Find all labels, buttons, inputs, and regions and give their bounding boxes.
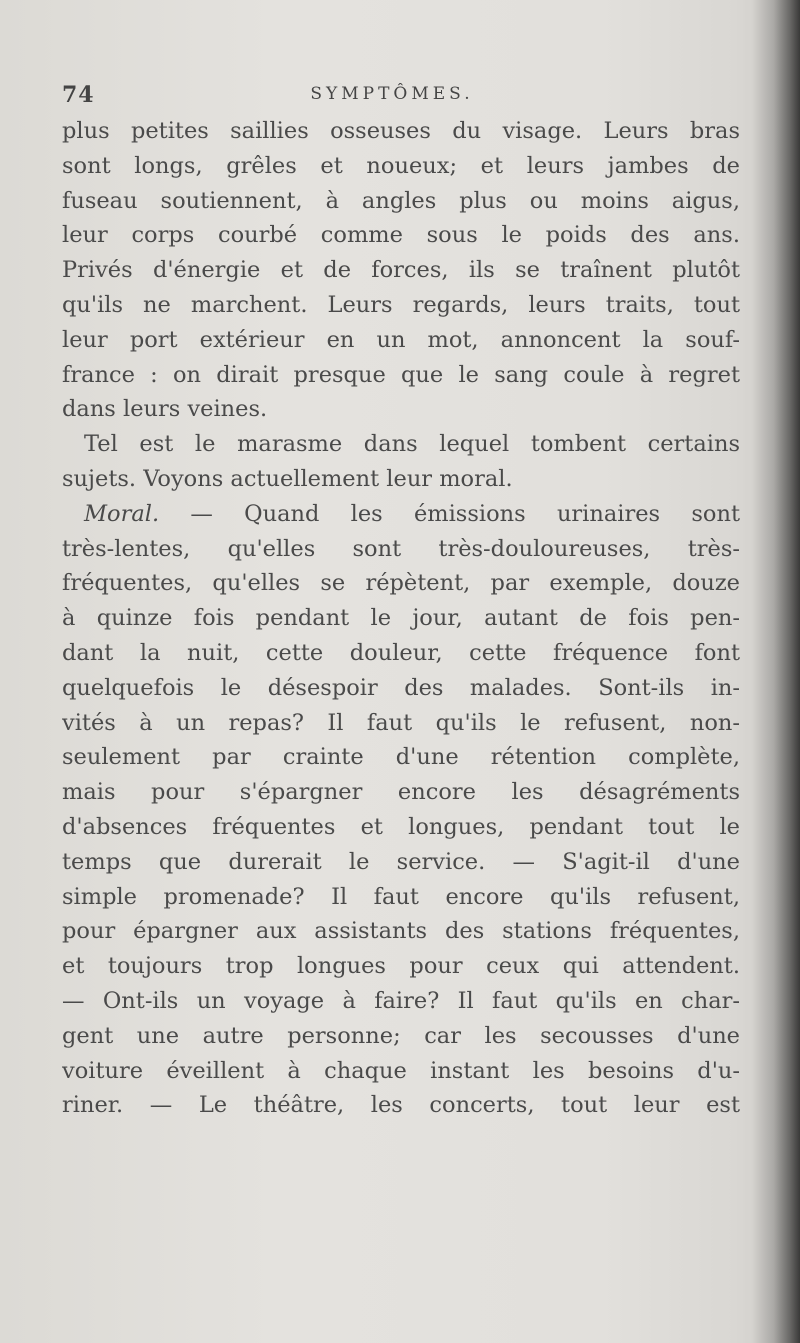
text-line: plus petites saillies osseuses du visage. Leurs bras xyxy=(62,118,740,144)
body-text xyxy=(62,114,740,1123)
text-line: voiture éveillent à chaque instant les besoins d'u- xyxy=(62,1057,740,1084)
text-line: dant la nuit, cette douleur, cette fréquence font xyxy=(62,639,740,666)
text-line: fréquentes, qu'elles se répètent, par exemple, douze xyxy=(62,570,740,597)
text-line: simple promenade? Il faut encore qu'ils refusent, xyxy=(62,883,740,910)
text-line: et toujours trop longues pour ceux qui attendent. xyxy=(62,953,740,980)
page-header xyxy=(62,82,722,112)
text-line: quelquefois le désespoir des malades. Sont-ils in- xyxy=(62,674,740,701)
text-line: dans leurs veines. xyxy=(62,396,268,423)
text-line: — Ont-ils un voyage à faire? Il faut qu'ils en char- xyxy=(62,987,740,1014)
text-line: fuseau soutiennent, à angles plus ou moins aigus, xyxy=(62,187,740,214)
text-line: seulement par crainte d'une rétention complète, xyxy=(62,744,740,771)
text-line: sujets. Voyons actuellement leur moral. xyxy=(62,465,513,492)
text-line: d'absences fréquentes et longues, pendant tout le xyxy=(62,813,740,840)
text-line: Privés d'énergie et de forces, ils se traînent plutôt xyxy=(62,257,740,284)
text-line: qu'ils ne marchent. Leurs regards, leurs traits, tout xyxy=(62,291,740,318)
page-number: 74 xyxy=(62,82,95,108)
text-line: gent une autre personne; car les secousses d'une xyxy=(62,1022,740,1049)
text-line: sont longs, grêles et noueux; et leurs jambes de xyxy=(62,152,740,179)
text-line: leur port extérieur en un mot, annoncent la souf- xyxy=(62,326,740,353)
paragraph-start: Tel est le marasme dans lequel tombent certains xyxy=(84,431,740,458)
text-line: leur corps courbé comme sous le poids des ans. xyxy=(62,222,740,249)
section-heading: Moral. xyxy=(84,500,160,527)
text-line: à quinze fois pendant le jour, autant de fois pen- xyxy=(62,605,740,632)
text-line: pour épargner aux assistants des stations fréquentes, xyxy=(62,918,740,945)
text-line: temps que durerait le service. — S'agit-il d'une xyxy=(62,848,740,875)
text-line: mais pour s'épargner encore les désagréments xyxy=(62,779,740,806)
text-line: france : on dirait presque que le sang coule à regret xyxy=(62,361,740,388)
text-line: riner. — Le théâtre, les concerts, tout leur est xyxy=(62,1092,740,1119)
text-line: vités à un repas? Il faut qu'ils le refusent, non- xyxy=(62,709,740,736)
text-line: très-lentes, qu'elles sont très-douloureuses, très- xyxy=(62,535,740,562)
section-heading-line: Moral. — Quand les émissions urinaires sont xyxy=(84,500,740,527)
binding-shadow xyxy=(752,0,800,1343)
running-head: SYMPTÔMES. xyxy=(310,84,474,104)
